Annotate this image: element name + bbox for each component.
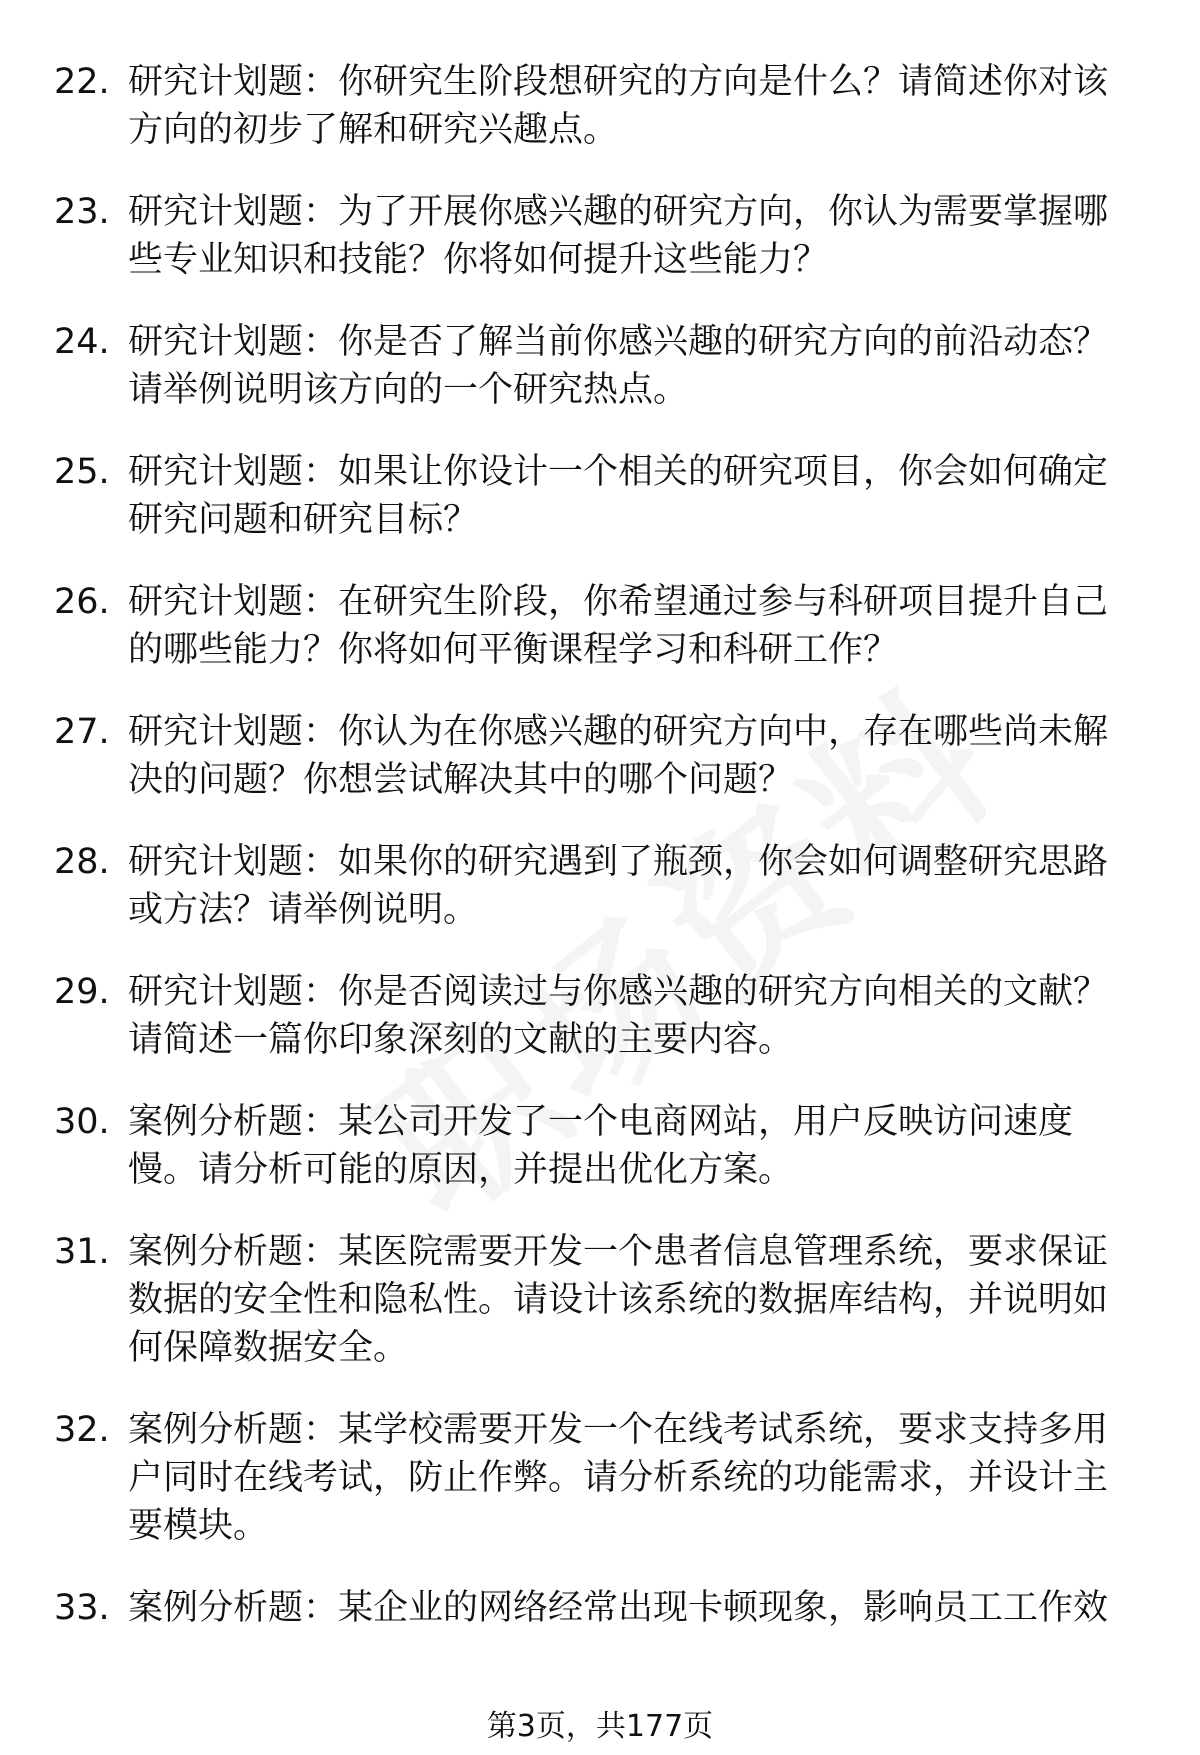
question-item: [0, 318, 1200, 414]
question-item: [0, 1406, 1200, 1550]
question-text: 案例分析题：某公司开发了一个电商网站，用户反映访问速度慢。请分析可能的原因，并提出优化方案。: [128, 1102, 1074, 1190]
question-item: [0, 708, 1200, 804]
question-text: 研究计划题：你研究生阶段想研究的方向是什么？请简述你对该方向的初步了解和研究兴趣点。: [128, 62, 1109, 150]
question-list: [0, 58, 1200, 1666]
question-text: 案例分析题：某医院需要开发一个患者信息管理系统，要求保证数据的安全性和隐私性。请设计该系统的数据库结构，并说明如何保障数据安全。: [128, 1232, 1109, 1368]
page-number-footer: 第3页，共177页: [486, 1709, 714, 1744]
question-item: [0, 1228, 1200, 1372]
question-text: 研究计划题：你认为在你感兴趣的研究方向中，存在哪些尚未解决的问题？你想尝试解决其中的哪个问题？: [128, 712, 1109, 800]
question-number: 29.: [54, 972, 110, 1012]
question-number: 30.: [54, 1102, 110, 1142]
question-text: 案例分析题：某学校需要开发一个在线考试系统，要求支持多用户同时在线考试，防止作弊。请分析系统的功能需求，并设计主要模块。: [128, 1410, 1109, 1546]
question-text: 研究计划题：如果让你设计一个相关的研究项目，你会如何确定研究问题和研究目标？: [128, 452, 1109, 540]
question-text: 研究计划题：在研究生阶段，你希望通过参与科研项目提升自己的哪些能力？你将如何平衡课程学习和科研工作？: [128, 582, 1109, 670]
question-item: [0, 578, 1200, 674]
question-number: 24.: [54, 322, 110, 362]
question-text: 研究计划题：你是否阅读过与你感兴趣的研究方向相关的文献？请简述一篇你印象深刻的文献的主要内容。: [128, 972, 1109, 1060]
question-item: [0, 968, 1200, 1064]
question-number: 25.: [54, 452, 110, 492]
question-number: 22.: [54, 62, 110, 102]
question-text: 案例分析题：某企业的网络经常出现卡顿现象，影响员工工作效: [128, 1588, 1109, 1628]
question-number: 33.: [54, 1588, 110, 1628]
question-item: [0, 58, 1200, 154]
question-number: 27.: [54, 712, 110, 752]
question-number: 32.: [54, 1410, 110, 1450]
question-item: [0, 1098, 1200, 1194]
question-text: 研究计划题：为了开展你感兴趣的研究方向，你认为需要掌握哪些专业知识和技能？你将如何提升这些能力？: [128, 192, 1109, 280]
question-item: [0, 1584, 1200, 1632]
question-text: 研究计划题：你是否了解当前你感兴趣的研究方向的前沿动态？请举例说明该方向的一个研究热点。: [128, 322, 1109, 410]
question-number: 28.: [54, 842, 110, 882]
question-number: 26.: [54, 582, 110, 622]
question-item: [0, 188, 1200, 284]
question-number: 23.: [54, 192, 110, 232]
question-number: 31.: [54, 1232, 110, 1272]
question-item: [0, 448, 1200, 544]
question-text: 研究计划题：如果你的研究遇到了瓶颈，你会如何调整研究思路或方法？请举例说明。: [128, 842, 1109, 930]
question-item: [0, 838, 1200, 934]
